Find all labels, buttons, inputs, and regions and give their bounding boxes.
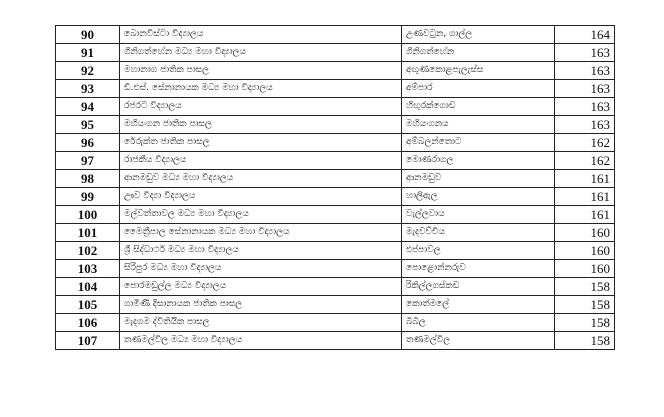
school-name-cell: තණමල්විල මධ්‍ය මහා විද්‍යාලය bbox=[120, 332, 402, 350]
school-name-cell: ඌව විද්‍යා විද්‍යාලය bbox=[120, 188, 402, 206]
score-cell: 158 bbox=[555, 332, 615, 350]
table-row bbox=[56, 98, 615, 116]
score-cell: 161 bbox=[555, 206, 615, 224]
school-name-cell: ශ්‍රී සිද්ධාර්ථ මධ්‍ය මහා විද්‍යාලය bbox=[120, 242, 402, 260]
town-cell: හිඟුරක්ගොඩ bbox=[402, 98, 555, 116]
score-cell: 163 bbox=[555, 44, 615, 62]
town-cell: අම්පාර bbox=[402, 80, 555, 98]
rank-cell: 100 bbox=[56, 206, 120, 224]
rank-cell: 104 bbox=[56, 278, 120, 296]
table-row bbox=[56, 134, 615, 152]
rank-cell: 106 bbox=[56, 314, 120, 332]
school-name-cell: රේරුක්ත ජාතික පාසල bbox=[120, 134, 402, 152]
rank-cell: 90 bbox=[56, 26, 120, 44]
school-name-cell: මල්වත්තාවල මධ්‍ය මහා විද්‍යාලය bbox=[120, 206, 402, 224]
score-cell: 158 bbox=[555, 278, 615, 296]
school-name-cell: ඩී.එස්. සේනානායක මධ්‍ය මහා විද්‍යාලය bbox=[120, 80, 402, 98]
rank-cell: 93 bbox=[56, 80, 120, 98]
rank-cell: 107 bbox=[56, 332, 120, 350]
town-cell: ගිනිගත්හේන bbox=[402, 44, 555, 62]
school-name-cell: රාජකීය විද්‍යාලය bbox=[120, 152, 402, 170]
town-cell: මොණරාගල bbox=[402, 152, 555, 170]
score-cell: 163 bbox=[555, 80, 615, 98]
school-name-cell: මහානාග ජාතික පාසල bbox=[120, 62, 402, 80]
town-cell: අඟුණකොළපැලැස්ස bbox=[402, 62, 555, 80]
rank-cell: 96 bbox=[56, 134, 120, 152]
school-name-cell: මෛත්‍රීපාල සේනානායක මධ්‍ය මහා විද්‍යාලය bbox=[120, 224, 402, 242]
school-name-cell: රජරට විද්‍යාලය bbox=[120, 98, 402, 116]
town-cell: අම්බලන්තොට bbox=[402, 134, 555, 152]
rank-cell: 99 bbox=[56, 188, 120, 206]
town-cell: කොත්මලේ bbox=[402, 296, 555, 314]
score-cell: 163 bbox=[555, 62, 615, 80]
table-row bbox=[56, 278, 615, 296]
score-cell: 160 bbox=[555, 260, 615, 278]
school-name-cell: මහියංගන ජාතික පාසල bbox=[120, 116, 402, 134]
score-cell: 162 bbox=[555, 152, 615, 170]
town-cell: වැල්ලවාය bbox=[402, 206, 555, 224]
score-cell: 161 bbox=[555, 188, 615, 206]
rank-cell: 94 bbox=[56, 98, 120, 116]
school-name-cell: බොනවිස්ටා විද්‍යාලය bbox=[120, 26, 402, 44]
school-name-cell: සිරිපුර මධ්‍ය මහා විද්‍යාලය bbox=[120, 260, 402, 278]
table-row bbox=[56, 332, 615, 350]
rank-cell: 91 bbox=[56, 44, 120, 62]
score-cell: 163 bbox=[555, 116, 615, 134]
score-cell: 160 bbox=[555, 224, 615, 242]
table-row bbox=[56, 296, 615, 314]
table-row bbox=[56, 260, 615, 278]
table-row bbox=[56, 314, 615, 332]
school-name-cell: ගිනිගත්හේන මධ්‍ය මහා විද්‍යාලය bbox=[120, 44, 402, 62]
table-row bbox=[56, 188, 615, 206]
table-row bbox=[56, 152, 615, 170]
table-row bbox=[56, 170, 615, 188]
table-row bbox=[56, 62, 615, 80]
table-row bbox=[56, 116, 615, 134]
school-name-cell: මැදගම ද්විතියික පාසල bbox=[120, 314, 402, 332]
rank-cell: 92 bbox=[56, 62, 120, 80]
school-ranking-table bbox=[55, 25, 615, 350]
rank-cell: 102 bbox=[56, 242, 120, 260]
school-name-cell: පොරමඩුල්ල මධ්‍ය විද්‍යාලය bbox=[120, 278, 402, 296]
town-cell: බිබිල bbox=[402, 314, 555, 332]
score-cell: 163 bbox=[555, 98, 615, 116]
score-cell: 162 bbox=[555, 134, 615, 152]
town-cell: ආනමඩුව bbox=[402, 170, 555, 188]
score-cell: 158 bbox=[555, 296, 615, 314]
score-cell: 160 bbox=[555, 242, 615, 260]
document-page bbox=[55, 25, 615, 350]
rank-cell: 98 bbox=[56, 170, 120, 188]
rank-cell: 105 bbox=[56, 296, 120, 314]
ranking-table-body bbox=[56, 26, 615, 350]
table-row bbox=[56, 80, 615, 98]
town-cell: මහියංගනය bbox=[402, 116, 555, 134]
school-name-cell: ගාමිණී දිසානායක ජාතික පාසල bbox=[120, 296, 402, 314]
table-row bbox=[56, 206, 615, 224]
town-cell: උණවටුන, ගාල්ල bbox=[402, 26, 555, 44]
table-row bbox=[56, 44, 615, 62]
rank-cell: 103 bbox=[56, 260, 120, 278]
rank-cell: 95 bbox=[56, 116, 120, 134]
score-cell: 164 bbox=[555, 26, 615, 44]
table-row bbox=[56, 224, 615, 242]
town-cell: පොළොන්නරුව bbox=[402, 260, 555, 278]
table-row bbox=[56, 26, 615, 44]
school-name-cell: ආනමඩුව මධ්‍ය මහා විද්‍යාලය bbox=[120, 170, 402, 188]
score-cell: 158 bbox=[555, 314, 615, 332]
town-cell: රිකිල්ලගස්කඩ bbox=[402, 278, 555, 296]
score-cell: 161 bbox=[555, 170, 615, 188]
town-cell: එප්පාවල bbox=[402, 242, 555, 260]
town-cell: මැදවච්චිය bbox=[402, 224, 555, 242]
rank-cell: 97 bbox=[56, 152, 120, 170]
town-cell: හාලිඇල bbox=[402, 188, 555, 206]
rank-cell: 101 bbox=[56, 224, 120, 242]
town-cell: තණමල්විල bbox=[402, 332, 555, 350]
table-row bbox=[56, 242, 615, 260]
